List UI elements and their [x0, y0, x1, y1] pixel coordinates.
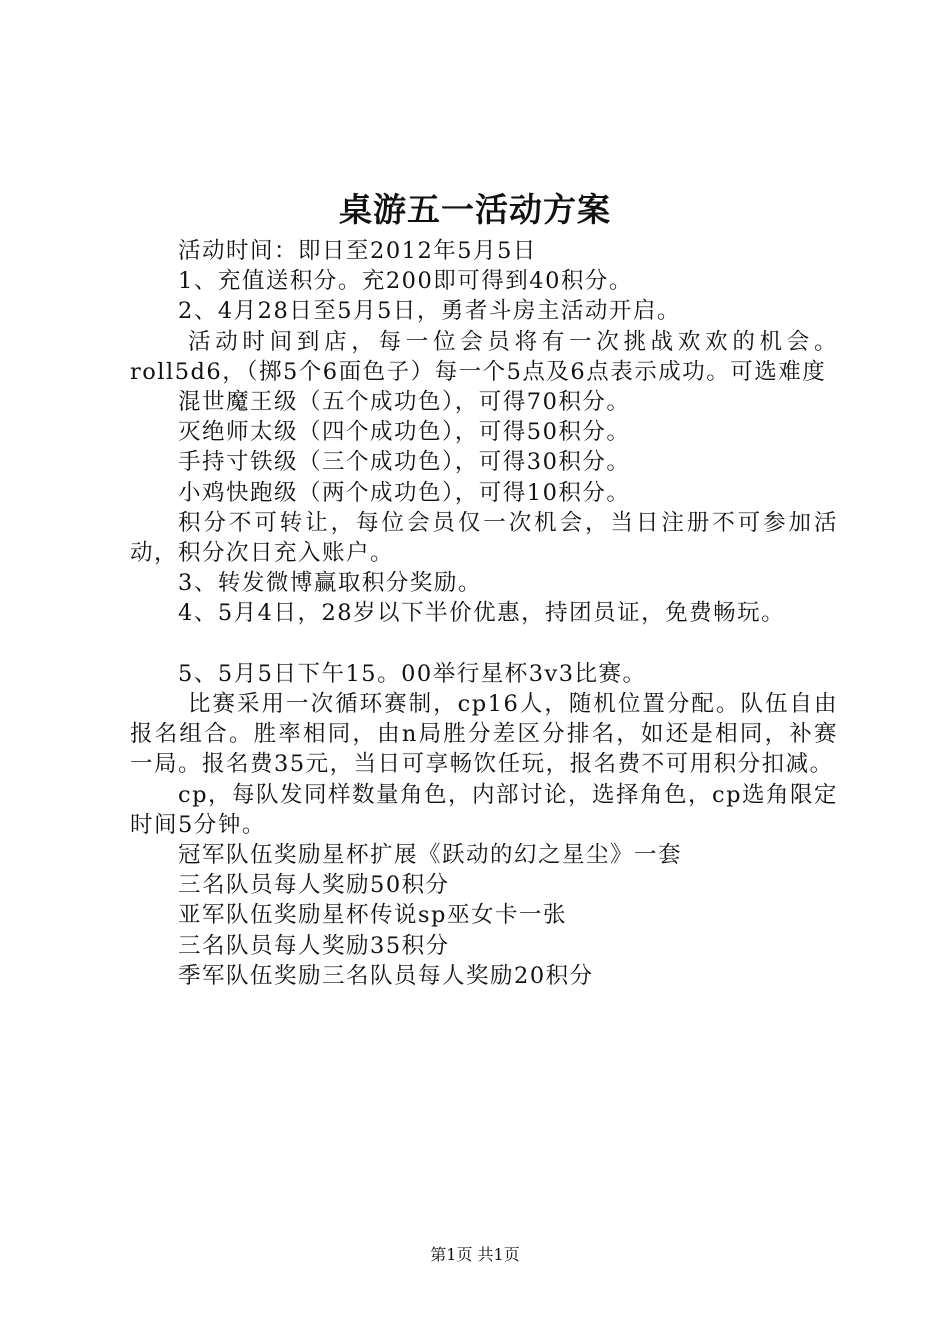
paragraph-challenge-rules: 活动时间到店，每一位会员将有一次挑战欢欢的机会。roll5d6，（掷5个6面色子）每一个5点及6点表示成功。可选难度 [130, 328, 838, 385]
paragraph-item-5: 5、5月5日下午15。00举行星杯3v3比赛。 [178, 660, 647, 687]
paragraph-points-note: 积分不可转让，每位会员仅一次机会，当日注册不可参加活动，积分次日充入账户。 [130, 509, 838, 567]
paragraph-third-place-prize: 季军队伍奖励三名队员每人奖励20积分 [178, 962, 594, 989]
blank-line [130, 629, 838, 659]
document-body [130, 236, 838, 991]
paragraph-item-1: 1、充值送积分。充200即可得到40积分。 [178, 268, 633, 295]
paragraph-item-3: 3、转发微博赢取积分奖励。 [178, 570, 482, 597]
page-footer: 第1页 共1页 [430, 1245, 520, 1264]
paragraph-level-2: 灭绝师太级（四个成功色），可得50积分。 [178, 419, 631, 446]
paragraph-runner-up-prize: 亚军队伍奖励星杯传说sp巫女卡一张 [178, 902, 567, 929]
paragraph-runner-up-points: 三名队员每人奖励35积分 [178, 932, 450, 959]
paragraph-match-rules: 比赛采用一次循环赛制，cp16人，随机位置分配。队伍自由报名组合。胜率相同，由n局胜分差区分排名，如还是相同，补赛一局。报名费35元，当日可享畅饮任玩，报名费不可用积分扣减。 [130, 691, 838, 778]
paragraph-champion-points: 三名队员每人奖励50积分 [178, 872, 450, 899]
document-title: 桌游五一活动方案 [339, 190, 611, 229]
paragraph-cp-rules: cp，每队发同样数量角色，内部讨论，选择角色，cp选角限定时间5分钟。 [130, 781, 839, 838]
paragraph-level-1: 混世魔王级（五个成功色），可得70积分。 [178, 389, 631, 416]
paragraph-champion-prize: 冠军队伍奖励星杯扩展《跃动的幻之星尘》一套 [178, 842, 683, 869]
paragraph-item-2: 2、4月28日至5月5日，勇者斗房主活动开启。 [178, 298, 681, 325]
paragraph-activity-time: 活动时间：即日至2012年5月5日 [178, 238, 537, 264]
paragraph-item-4: 4、5月4日，28岁以下半价优惠，持团员证，免费畅玩。 [178, 600, 786, 627]
paragraph-level-4: 小鸡快跑级（两个成功色），可得10积分。 [178, 479, 631, 506]
paragraph-level-3: 手持寸铁级（三个成功色），可得30积分。 [178, 449, 631, 476]
